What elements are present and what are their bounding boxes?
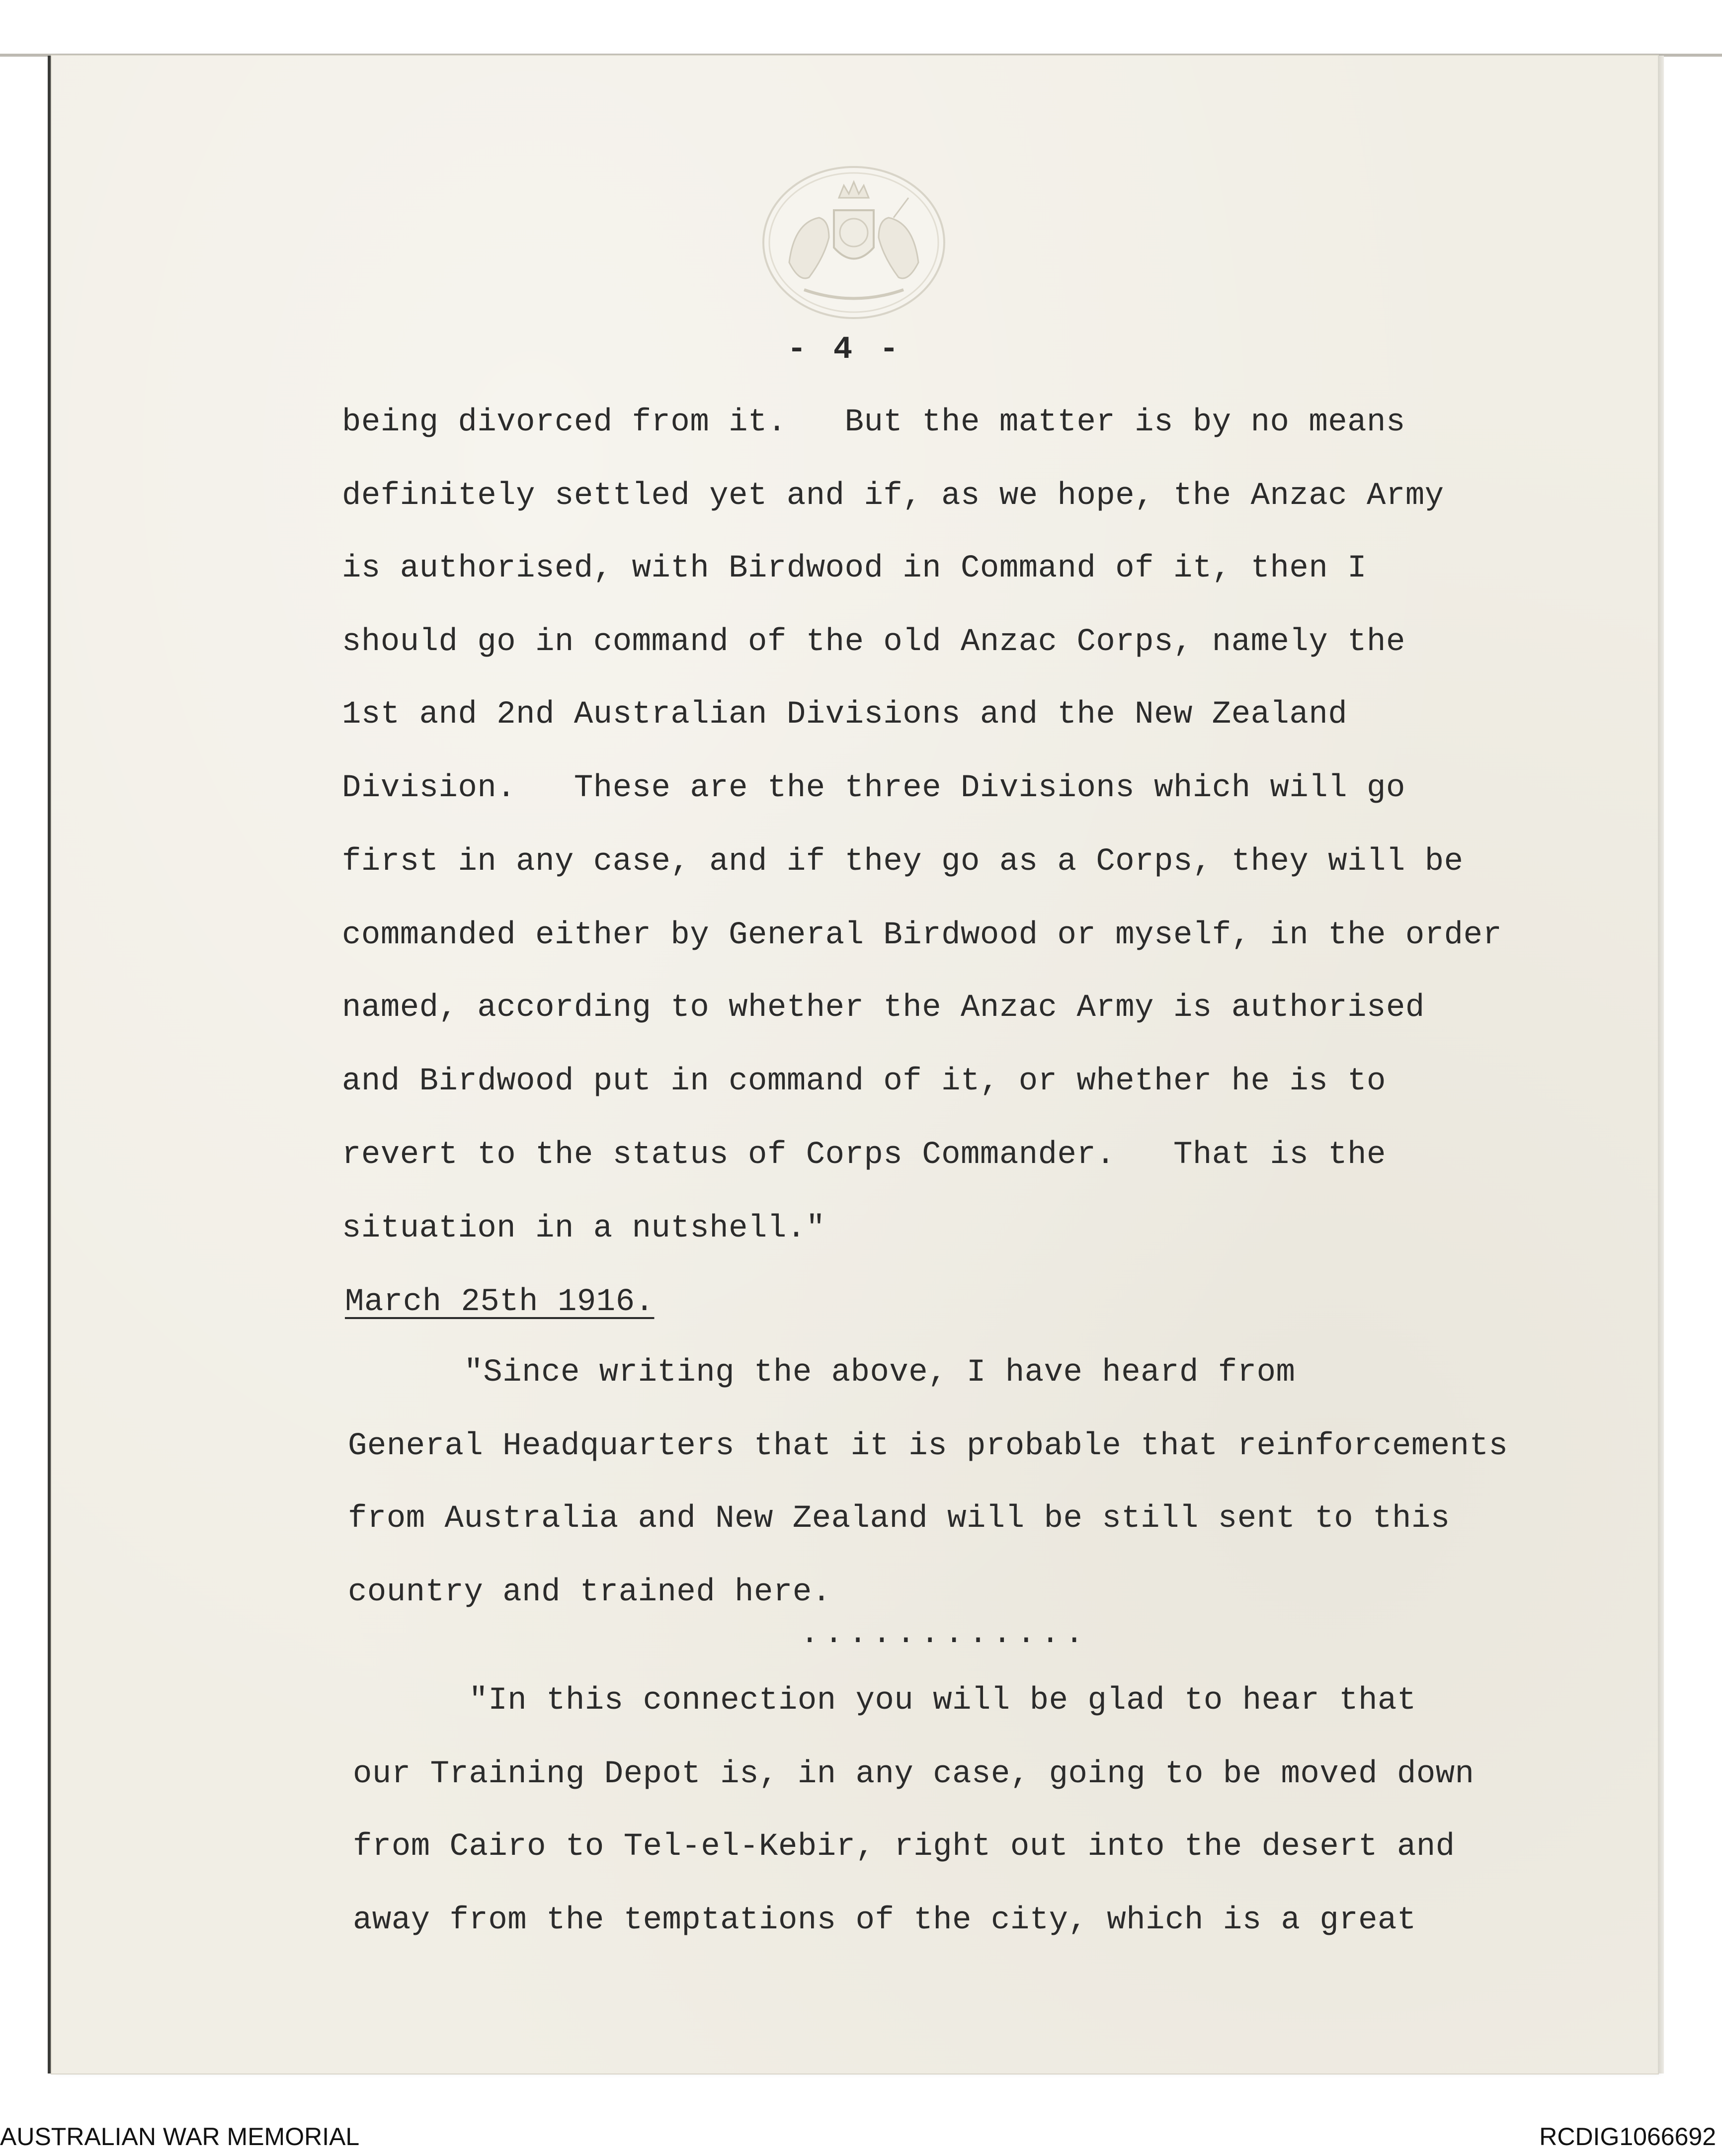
body-text-line: from Australia and New Zealand will be still sent to this: [348, 1501, 1450, 1537]
body-text-line: away from the temptations of the city, which is a great: [353, 1903, 1416, 1938]
body-text-line: General Headquarters that it is probable that reinforcements: [348, 1428, 1508, 1464]
embossed-coat-of-arms-seal: [759, 163, 948, 322]
body-text-line: 1st and 2nd Australian Divisions and the New Zealand: [342, 697, 1348, 733]
body-text-line: being divorced from it. But the matter is by no means: [342, 405, 1405, 440]
body-text-line: named, according to whether the Anzac Army is authorised: [342, 990, 1425, 1026]
ellipsis-separator: ............: [800, 1616, 1089, 1652]
body-text-line: from Cairo to Tel-el-Kebir, right out into the desert and: [353, 1829, 1455, 1865]
body-text-line: situation in a nutshell.": [342, 1211, 825, 1246]
body-text-line: should go in command of the old Anzac Corps, namely the: [342, 624, 1405, 660]
body-text-line: definitely settled yet and if, as we hope, the Anzac Army: [342, 478, 1444, 514]
date-heading: March 25th 1916.: [345, 1284, 655, 1320]
body-text-line: country and trained here.: [348, 1575, 831, 1610]
body-text-line: and Birdwood put in command of it, or whether he is to: [342, 1064, 1386, 1099]
body-text-line: commanded either by General Birdwood or myself, in the order: [342, 917, 1502, 953]
body-text-line: revert to the status of Corps Commander. That is the: [342, 1137, 1386, 1173]
body-text-line: first in any case, and if they go as a Corps, they will be: [342, 844, 1464, 880]
body-text-line: is authorised, with Birdwood in Command of it, then I: [342, 551, 1367, 586]
body-text-line: "In this connection you will be glad to hear that: [353, 1683, 1416, 1719]
page-number: - 4 -: [787, 332, 903, 368]
footer-record-id: RCDIG1066692: [1539, 2123, 1716, 2151]
body-text-line: "Since writing the above, I have heard from: [348, 1355, 1296, 1391]
scan-right-edge: [1658, 56, 1664, 2073]
body-text-line: Division. These are the three Divisions which will go: [342, 770, 1405, 806]
body-text-line: our Training Depot is, in any case, going to be moved down: [353, 1756, 1475, 1792]
footer-institution-label: AUSTRALIAN WAR MEMORIAL: [0, 2123, 360, 2151]
